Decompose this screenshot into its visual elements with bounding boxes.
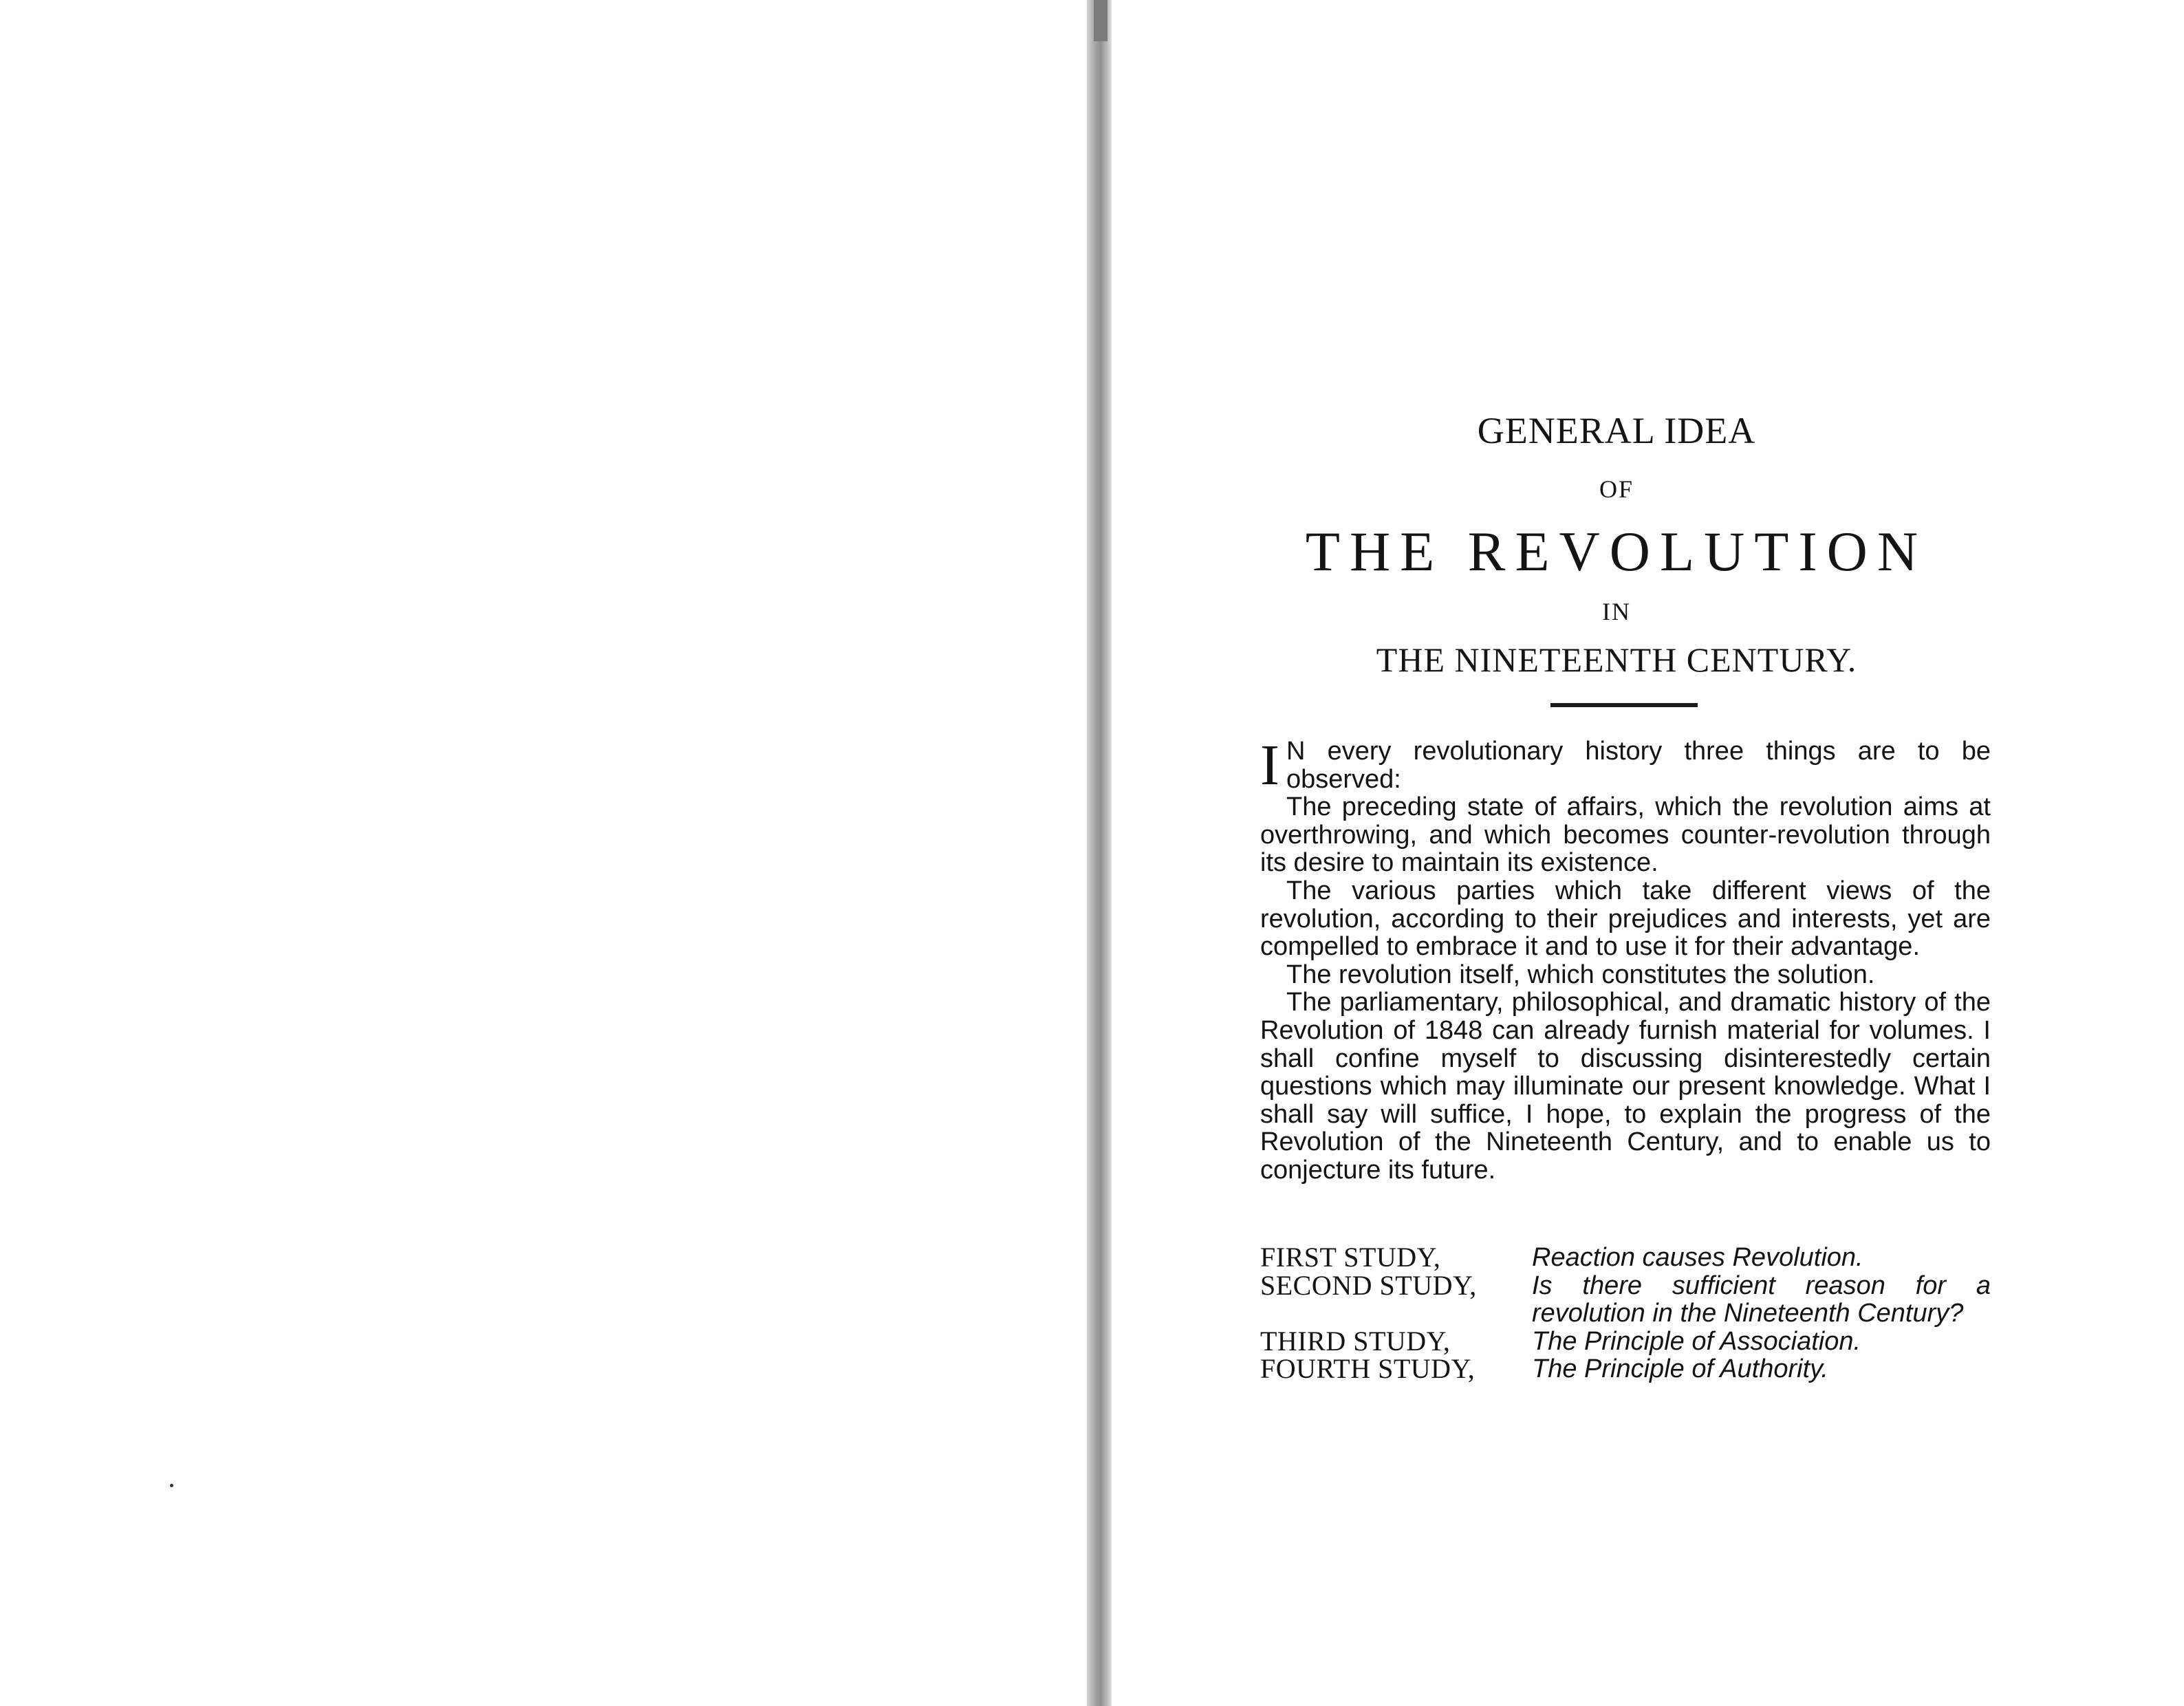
title-line-nineteenth-century: THE NINETEENTH CENTURY. [1376,640,1857,679]
title-line-of: OF [1599,475,1634,503]
paragraph-1 [1260,733,1991,797]
study-label: SECOND STUDY, [1260,1269,1477,1301]
paragraph-3: The various parties which take different views of the revolution, according to their prejudices and interests, yet are compelled to embrace it and to use it for their advantage. [1260,876,1991,962]
study-label: FOURTH STUDY, [1260,1353,1475,1385]
study-row-first [1260,1244,1991,1272]
title-line-the-revolution: THE REVOLUTION [1305,520,1928,583]
study-title: Reaction causes Revolution. [1532,1243,1863,1272]
study-row-fourth [1260,1355,1991,1383]
book-gutter-shadow [1094,0,1107,41]
title-rule [1550,703,1698,707]
paragraph-4: The revolution itself, which constitutes the solution. [1286,960,1875,989]
paragraph-2: The preceding state of affairs, which the revolution aims at overthrowing, and which becomes counter-revolution through its desire to maintain its existence. [1260,792,1991,878]
study-label: FIRST STUDY, [1260,1242,1441,1273]
study-title: The Principle of Association. [1532,1326,1861,1356]
study-label: THIRD STUDY, [1260,1325,1451,1357]
title-line-in: IN [1602,598,1631,625]
study-row-second [1260,1269,1991,1328]
paragraph-1-text: N every revolutionary history three things are to be observed: [1286,737,1991,794]
study-row-third [1260,1325,1991,1357]
title-line-general-idea: GENERAL IDEA [1477,410,1756,451]
drop-cap: I [1260,733,1279,797]
body-text [1260,733,1991,1185]
book-gutter [1087,0,1112,1706]
study-title: The Principle of Authority. [1532,1354,1828,1384]
studies-list [1260,1244,1991,1383]
page-speck [170,1484,173,1487]
study-title: Is there sufficient reason for a revolution in the Nineteenth Century? [1532,1271,1991,1328]
paragraph-5: The parliamentary, philosophical, and dramatic history of the Revolution of 1848 can already furnish material for volumes. I shall confine myself to discussing disinterestedly certain questions which may illuminate our present knowledge. What I shall say will suffice, I hope, to explain the progress of the Revolution of the Nineteenth Century, and to enable us to conjecture its future. [1260,988,1991,1185]
